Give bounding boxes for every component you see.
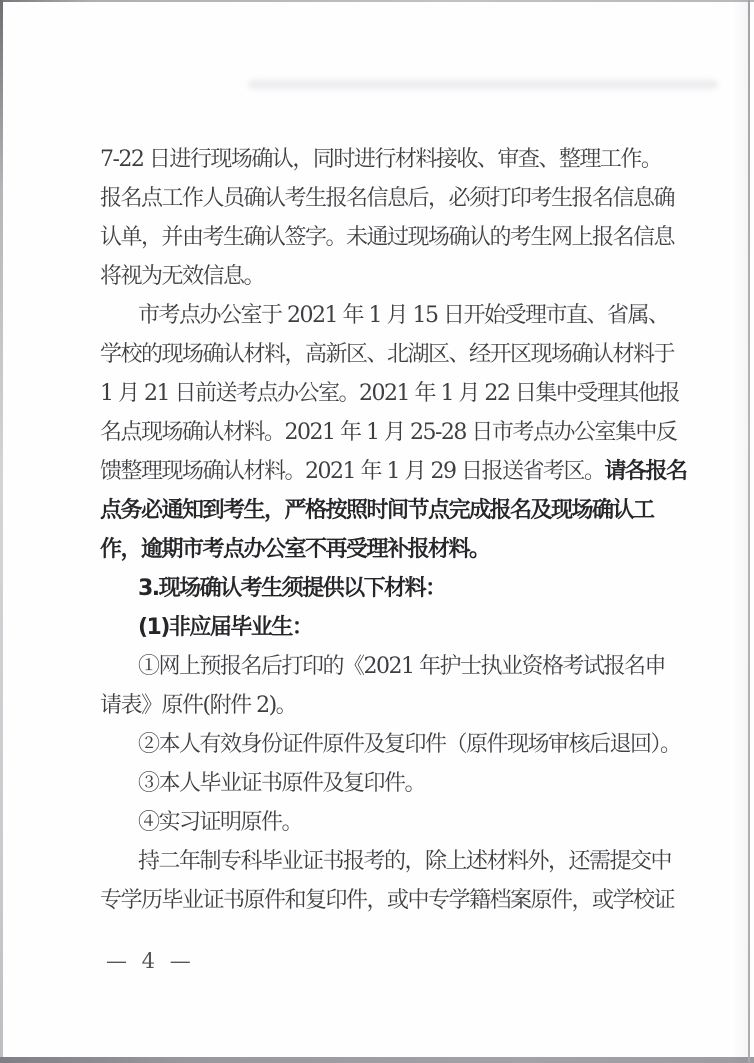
text-segment: 请表》原件(附件 2)。 bbox=[100, 693, 297, 718]
document-line bbox=[100, 491, 660, 530]
text-segment: ②本人有效身份证件原件及复印件（原件现场审核后退回）。 bbox=[138, 732, 681, 757]
text-segment: ①网上预报名后打印的《2021 年护士执业资格考试报名申 bbox=[138, 654, 665, 679]
text-segment: 学校的现场确认材料，高新区、北湖区、经开区现场确认材料于 bbox=[100, 342, 675, 367]
text-segment: 市考点办公室于 2021 年 1 月 15 日开始受理市直、省属、 bbox=[138, 303, 669, 328]
scan-edge-right bbox=[748, 0, 750, 1063]
document-line bbox=[100, 686, 660, 725]
document-line bbox=[100, 647, 665, 686]
text-segment: 将视为无效信息。 bbox=[100, 264, 265, 289]
document-line bbox=[100, 764, 660, 803]
text-segment: 名点现场确认材料。2021 年 1 月 25-28 日市考点办公室集中反 bbox=[100, 420, 677, 445]
document-line bbox=[100, 725, 681, 764]
text-segment: 1 月 21 日前送考点办公室。2021 年 1 月 22 日集中受理其他报 bbox=[100, 381, 679, 406]
document-line bbox=[100, 413, 677, 452]
scan-smudge-artifact bbox=[248, 80, 718, 89]
text-segment: 7-22 日进行现场确认，同时进行材料接收、审查、整理工作。 bbox=[100, 147, 662, 172]
scan-edge-left bbox=[0, 0, 3, 1063]
scan-edge-bottom bbox=[0, 1057, 754, 1063]
text-segment: 认单，并由考生确认签字。未通过现场确认的考生网上报名信息 bbox=[100, 225, 675, 250]
scan-edge-top bbox=[0, 0, 754, 2]
document-line bbox=[100, 530, 660, 569]
text-segment: 馈整理现场确认材料。2021 年 1 月 29 日报送省考区。 bbox=[100, 459, 605, 484]
document-line bbox=[100, 452, 687, 491]
text-segment: 持二年制专科毕业证书报考的，除上述材料外，还需提交中 bbox=[138, 849, 672, 874]
document-line bbox=[100, 140, 660, 179]
text-segment: 专学历毕业证书原件和复印件，或中专学籍档案原件，或学校证 bbox=[100, 888, 675, 913]
document-line bbox=[100, 803, 660, 842]
document-line bbox=[100, 257, 660, 296]
page-number: — 4 — bbox=[106, 949, 195, 973]
document-line bbox=[100, 335, 675, 374]
bold-text-segment: 作，逾期市考点办公室不再受理补报材料。 bbox=[100, 537, 490, 562]
text-segment: ③本人毕业证书原件及复印件。 bbox=[138, 771, 426, 796]
text-segment: 报名点工作人员确认考生报名信息后，必须打印考生报名信息确 bbox=[100, 186, 675, 211]
bold-text-segment: 请各报名 bbox=[604, 459, 687, 484]
document-line bbox=[100, 218, 675, 257]
document-body bbox=[100, 140, 687, 920]
scan-shadow-right bbox=[733, 0, 748, 1063]
text-segment: ④实习证明原件。 bbox=[138, 810, 303, 835]
document-line bbox=[100, 569, 660, 608]
bold-text-segment: (1)非应届毕业生： bbox=[138, 615, 313, 640]
bold-text-segment: 点务必通知到考生，严格按照时间节点完成报名及现场确认工 bbox=[100, 498, 654, 523]
document-line bbox=[100, 842, 672, 881]
document-line bbox=[100, 608, 660, 647]
document-line bbox=[100, 881, 675, 920]
bold-text-segment: 3.现场确认考生须提供以下材料： bbox=[138, 576, 446, 601]
document-line bbox=[100, 296, 669, 335]
document-line bbox=[100, 374, 679, 413]
document-line bbox=[100, 179, 675, 218]
